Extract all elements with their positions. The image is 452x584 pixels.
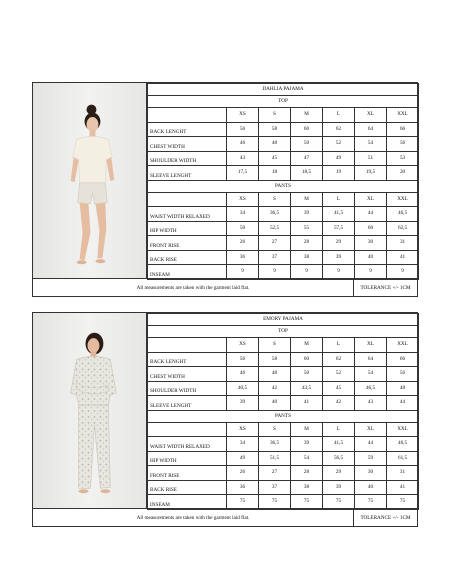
- table-row: [148, 122, 419, 137]
- table-row: [148, 151, 419, 166]
- section-label-top: TOP: [148, 326, 419, 338]
- cell: 58: [259, 122, 291, 137]
- cell: 49: [227, 451, 259, 466]
- cell: 36: [227, 250, 259, 265]
- model-illustration: [33, 313, 146, 508]
- tolerance-note: TOLERANCE +/- 1CM: [353, 509, 417, 527]
- row-label: CHEST WIDTH: [148, 367, 227, 382]
- cell: 52,5: [259, 221, 291, 236]
- cell: 36,5: [259, 437, 291, 452]
- cell: 57,5: [323, 221, 355, 236]
- model-illustration: [33, 83, 146, 278]
- cell: 20: [387, 166, 419, 181]
- size-header-row: [148, 422, 419, 437]
- cell: 9: [291, 265, 323, 280]
- cell: 43: [355, 396, 387, 411]
- cell: 62,5: [387, 221, 419, 236]
- cell: 64: [355, 122, 387, 137]
- size-header: M: [291, 192, 323, 207]
- cell: 28: [291, 466, 323, 481]
- cell: 48: [259, 367, 291, 382]
- cell: 55: [291, 221, 323, 236]
- cell: 51: [355, 151, 387, 166]
- table-row: [148, 396, 419, 411]
- size-header: XS: [227, 192, 259, 207]
- size-header: XL: [355, 108, 387, 123]
- cell: 46,5: [355, 381, 387, 396]
- cell: 53: [387, 151, 419, 166]
- table-row: [148, 480, 419, 495]
- row-label: CHEST WIDTH: [148, 137, 227, 152]
- cell: 44: [355, 207, 387, 222]
- footer-row: [33, 278, 417, 296]
- cell: 41,5: [323, 437, 355, 452]
- row-label: WAIST WIDTH RELAXED: [148, 437, 227, 452]
- cell: 46,5: [387, 437, 419, 452]
- cell: 44: [355, 437, 387, 452]
- size-header: XL: [355, 422, 387, 437]
- cell: 18: [259, 166, 291, 181]
- size-header: S: [259, 422, 291, 437]
- product-photo-emory: [33, 313, 147, 508]
- cell: 56: [227, 122, 259, 137]
- size-header: M: [291, 338, 323, 353]
- row-label: INSEAM: [148, 265, 227, 280]
- table-row: [148, 466, 419, 481]
- size-header-row: [148, 108, 419, 123]
- cell: 26: [227, 466, 259, 481]
- size-header: M: [291, 422, 323, 437]
- cell: 52: [323, 137, 355, 152]
- row-label: HIP WIDTH: [148, 221, 227, 236]
- cell: 40: [355, 250, 387, 265]
- cell: 30: [355, 466, 387, 481]
- cell: 62: [323, 352, 355, 367]
- table-row: [148, 352, 419, 367]
- row-label: INSEAM: [148, 495, 227, 510]
- cell: 60: [291, 122, 323, 137]
- size-header: XS: [227, 338, 259, 353]
- cell: 41: [291, 396, 323, 411]
- row-label: FRONT RISE: [148, 236, 227, 251]
- cell: 39: [291, 207, 323, 222]
- size-header: M: [291, 108, 323, 123]
- table-row: [148, 221, 419, 236]
- cell: 17,5: [227, 166, 259, 181]
- cell: 9: [323, 265, 355, 280]
- cell: 29: [323, 236, 355, 251]
- cell: 40: [355, 480, 387, 495]
- product-title: DAHLIA PAJAMA: [148, 84, 419, 96]
- cell: 40,5: [227, 381, 259, 396]
- cell: 50: [291, 137, 323, 152]
- row-label: BACK RISE: [148, 480, 227, 495]
- cell: 46: [227, 367, 259, 382]
- table-row: [148, 236, 419, 251]
- cell: 54: [355, 137, 387, 152]
- cell: 44: [387, 396, 419, 411]
- cell: 39: [323, 480, 355, 495]
- size-header: L: [323, 108, 355, 123]
- size-chart-emory: [32, 312, 418, 527]
- cell: 41: [387, 480, 419, 495]
- section-label-top: TOP: [148, 96, 419, 108]
- product-title: EMORY PAJAMA: [148, 314, 419, 326]
- table-row: [148, 495, 419, 510]
- size-header: XXL: [387, 422, 419, 437]
- cell: 39: [323, 250, 355, 265]
- size-header: S: [259, 338, 291, 353]
- cell: 31: [387, 236, 419, 251]
- size-header: XS: [227, 422, 259, 437]
- cell: 34: [227, 437, 259, 452]
- tolerance-note: TOLERANCE +/- 1CM: [353, 279, 417, 297]
- cell: 61,5: [387, 451, 419, 466]
- size-header: L: [323, 192, 355, 207]
- cell: 56,5: [323, 451, 355, 466]
- row-label: BACK LENGHT: [148, 122, 227, 137]
- cell: 42: [323, 396, 355, 411]
- cell: 51,5: [259, 451, 291, 466]
- cell: 29: [323, 466, 355, 481]
- size-table-dahlia: [147, 83, 419, 280]
- size-header: S: [259, 108, 291, 123]
- row-label: WAIST WIDTH RELAXED: [148, 207, 227, 222]
- size-header: XL: [355, 338, 387, 353]
- cell: 56: [387, 137, 419, 152]
- cell: 60: [355, 221, 387, 236]
- cell: 48: [387, 381, 419, 396]
- cell: 75: [259, 495, 291, 510]
- cell: 75: [355, 495, 387, 510]
- cell: 52: [323, 367, 355, 382]
- cell: 58: [259, 352, 291, 367]
- cell: 66: [387, 352, 419, 367]
- cell: 59: [355, 451, 387, 466]
- table-row: [148, 166, 419, 181]
- cell: 28: [291, 236, 323, 251]
- cell: 9: [259, 265, 291, 280]
- cell: 43: [227, 151, 259, 166]
- size-header-row: [148, 338, 419, 353]
- size-header: XXL: [387, 192, 419, 207]
- cell: 27: [259, 466, 291, 481]
- cell: 46: [227, 137, 259, 152]
- table-row: [148, 381, 419, 396]
- measurement-note: All measurements are taken with the garment laid flat.: [136, 515, 250, 521]
- cell: 46,5: [387, 207, 419, 222]
- cell: 49: [323, 151, 355, 166]
- cell: 56: [387, 367, 419, 382]
- row-label: SLEEVE LENGHT: [148, 166, 227, 181]
- cell: 31: [387, 466, 419, 481]
- table-row: [148, 437, 419, 452]
- section-label-pants: PANTS: [148, 410, 419, 422]
- cell: 54: [291, 451, 323, 466]
- cell: 66: [387, 122, 419, 137]
- table-row: [148, 250, 419, 265]
- cell: 9: [227, 265, 259, 280]
- table-row: [148, 137, 419, 152]
- cell: 45: [323, 381, 355, 396]
- cell: 75: [387, 495, 419, 510]
- size-header: S: [259, 192, 291, 207]
- cell: 38: [291, 480, 323, 495]
- cell: 62: [323, 122, 355, 137]
- cell: 41: [387, 250, 419, 265]
- cell: 47: [291, 151, 323, 166]
- row-label: BACK RISE: [148, 250, 227, 265]
- row-label: BACK LENGHT: [148, 352, 227, 367]
- row-label: SHOULDER WIDTH: [148, 151, 227, 166]
- cell: 60: [291, 352, 323, 367]
- size-header: XXL: [387, 338, 419, 353]
- row-label: FRONT RISE: [148, 466, 227, 481]
- product-photo-dahlia: [33, 83, 147, 278]
- row-label: HIP WIDTH: [148, 451, 227, 466]
- table-row: [148, 265, 419, 280]
- cell: 54: [355, 367, 387, 382]
- cell: 40: [259, 396, 291, 411]
- cell: 39: [227, 396, 259, 411]
- cell: 75: [227, 495, 259, 510]
- cell: 19,5: [355, 166, 387, 181]
- table-row: [148, 367, 419, 382]
- table-row: [148, 207, 419, 222]
- cell: 27: [259, 236, 291, 251]
- cell: 38: [291, 250, 323, 265]
- cell: 50: [291, 367, 323, 382]
- measurement-note: All measurements are taken with the garment laid flat.: [136, 285, 250, 291]
- cell: 56: [227, 352, 259, 367]
- cell: 50: [227, 221, 259, 236]
- cell: 36: [227, 480, 259, 495]
- cell: 30: [355, 236, 387, 251]
- row-label: SLEEVE LENGHT: [148, 396, 227, 411]
- size-table-emory: [147, 313, 419, 510]
- cell: 39: [291, 437, 323, 452]
- cell: 43,5: [291, 381, 323, 396]
- size-header: XXL: [387, 108, 419, 123]
- cell: 18,5: [291, 166, 323, 181]
- size-header: XS: [227, 108, 259, 123]
- row-label: SHOULDER WIDTH: [148, 381, 227, 396]
- cell: 9: [387, 265, 419, 280]
- section-label-pants: PANTS: [148, 180, 419, 192]
- size-header: L: [323, 338, 355, 353]
- cell: 75: [323, 495, 355, 510]
- cell: 75: [291, 495, 323, 510]
- size-header: XL: [355, 192, 387, 207]
- cell: 45: [259, 151, 291, 166]
- cell: 34: [227, 207, 259, 222]
- cell: 64: [355, 352, 387, 367]
- cell: 26: [227, 236, 259, 251]
- cell: 36,5: [259, 207, 291, 222]
- size-chart-dahlia: [32, 82, 418, 297]
- cell: 9: [355, 265, 387, 280]
- cell: 37: [259, 480, 291, 495]
- size-header: L: [323, 422, 355, 437]
- table-row: [148, 451, 419, 466]
- footer-row: [33, 508, 417, 526]
- cell: 37: [259, 250, 291, 265]
- cell: 42: [259, 381, 291, 396]
- cell: 19: [323, 166, 355, 181]
- cell: 48: [259, 137, 291, 152]
- size-header-row: [148, 192, 419, 207]
- cell: 41,5: [323, 207, 355, 222]
